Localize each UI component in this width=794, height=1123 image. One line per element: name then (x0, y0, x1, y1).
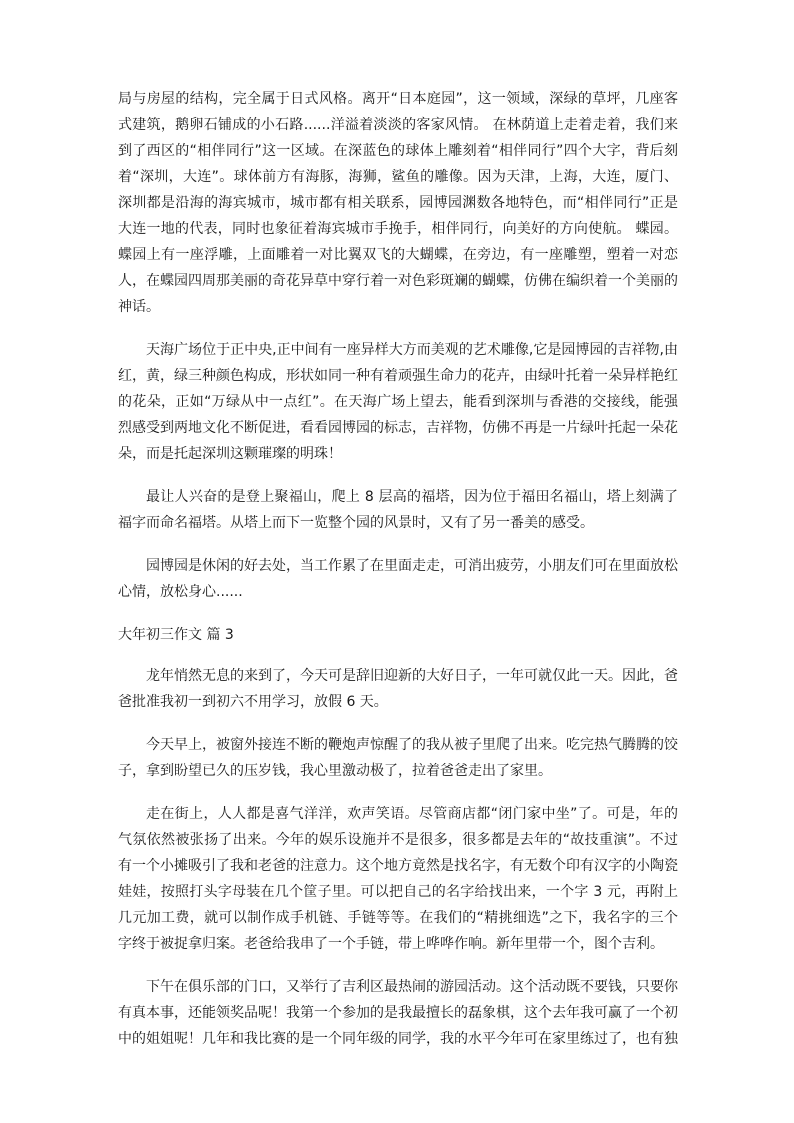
section-heading: 大年初三作文 篇 3 (118, 627, 234, 643)
paragraph-7: 走在街上，人人都是喜气洋洋，欢声笑语。尽管商店都“闭门家中坐”了。可是，年的气氛依然被张扬了出来。今年的娱乐设施并不是很多，很多都是去年的“故技重演”。不过有一个小摊吸引了我和老爸的注意力。这个地方竟然是找名字，有无数个印有汉字的小陶瓷娃娃，按照打头字母装在几个筐子里。可以把自己的名字给找出来，一个字 3 元，再附上几元加工费，就可以制作成手机链、手链等等。在我们的“精挑细选”之下，我名字的三个字终于被捉拿归案。老爸给我串了一个手链，带上哗哗作响。新年里带一个，图个吉利。 (118, 806, 678, 952)
paragraph-4: 园博园是休闲的好去处，当工作累了在里面走走，可消出疲劳，小朋友们可在里面放松心情，放松身心...... (118, 558, 678, 600)
paragraph-3: 最让人兴奋的是登上聚福山，爬上 8 层高的福塔，因为位于福田名福山，塔上刻满了福字而命名福塔。从塔上而下一览整个园的风景时，又有了另一番美的感受。 (118, 489, 678, 531)
paragraph-1: 局与房屋的结构，完全属于日式风格。离开“日本庭园”，这一领域，深绿的草坪，几座客式建筑，鹅卵石铺成的小石路......洋溢着淡淡的客家风情。 在林荫道上走着走着，我们来到了西区的“相伴同行”这一区域。在深蓝色的球体上雕刻着“相伴同行”四个大字，背后刻着“深圳，大连”。球体前方有海豚，海狮，鲨鱼的雕像。因为天津，上海，大连，厦门、深圳都是沿海的海宾城市，城市都有相关联系，园博园渊数各地特色，而“相伴同行”正是大连一地的代表，同时也象征着海宾城市手挽手，相伴同行，向美好的方向使航。 蝶园。蝶园上有一座浮雕，上面雕着一对比翼双飞的大蝴蝶，在旁边，有一座雕塑，塑着一对恋人，在蝶园四周那美丽的奇花异草中穿行着一对色彩斑斓的蝴蝶，仿佛在编织着一个美丽的神话。 (118, 91, 678, 315)
paragraph-5: 龙年悄然无息的来到了，今天可是辞旧迎新的大好日子，一年可就仅此一天。因此，爸爸批准我初一到初六不用学习，放假 6 天。 (118, 668, 678, 710)
paragraph-8: 下午在俱乐部的门口，又举行了吉利区最热闹的游园活动。这个活动既不要钱，只要你有真本事，还能领奖品呢！我第一个参加的是我最擅长的磊象棋，这个去年我可赢了一个初中的姐姐呢！几年和我比赛的是一个同年级的同学，我的水平今年可在家里练过了，也有独 (118, 979, 678, 1047)
paragraph-6: 今天早上，被窗外接连不断的鞭炮声惊醒了的我从被子里爬了出来。吃完热气腾腾的饺子，拿到盼望已久的压岁钱，我心里激动极了，拉着爸爸走出了家里。 (118, 737, 678, 779)
paragraph-2: 天海广场位于正中央,正中间有一座异样大方而美观的艺术雕像,它是园博园的吉祥物,由红，黄，绿三种颜色构成，形状如同一种有着顽强生命力的花卉，由绿叶托着一朵异样艳红的花朵，正如“万绿从中一点红”。在天海广场上望去，能看到深圳与香港的交接线，能强烈感受到两地文化不断促进，看看园博园的标志，吉祥物，仿佛不再是一片绿叶托起一朵花朵，而是托起深圳这颗璀璨的明珠！ (118, 342, 678, 462)
document-page (118, 86, 678, 1069)
